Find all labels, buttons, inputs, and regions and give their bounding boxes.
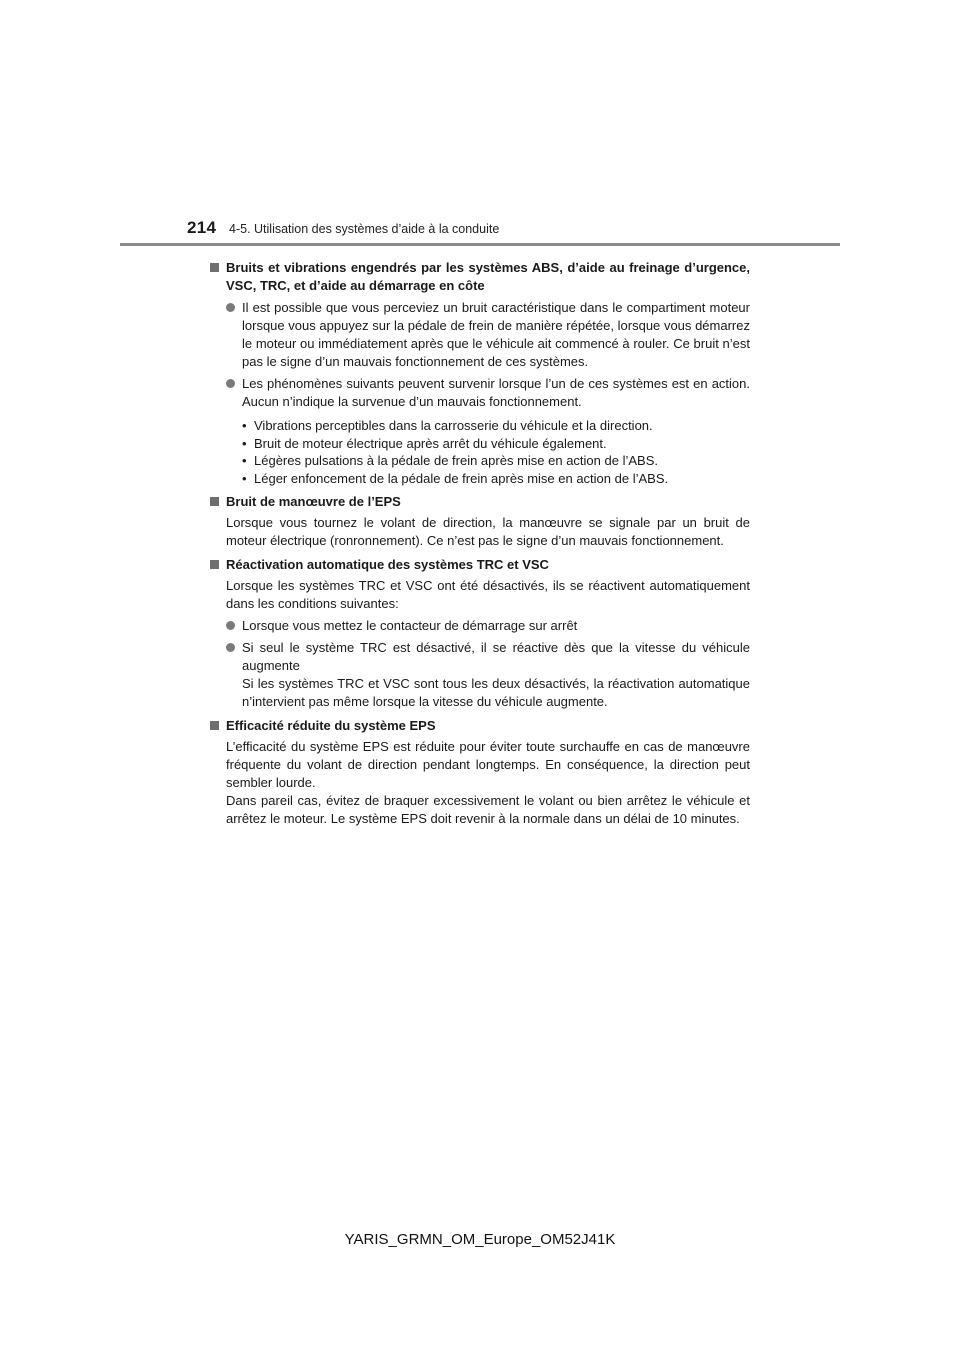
square-bullet-icon (210, 560, 219, 569)
list-item (226, 617, 750, 635)
dot-marker: • (242, 435, 247, 451)
heading-text: Bruit de manœuvre de l’EPS (226, 494, 401, 509)
sub-list-item-text: Vibrations perceptibles dans la carrosserie du véhicule et la direction. (254, 418, 653, 433)
page-number: 214 (187, 218, 217, 237)
paragraph: Dans pareil cas, évitez de braquer excessivement le volant ou bien arrêtez le véhicule et arrêtez le moteur. Le système EPS doit revenir à la normale dans un délai de 10 minutes. (226, 793, 750, 826)
list-item-text (242, 639, 750, 711)
list-item (226, 639, 750, 711)
round-bullet-icon (226, 643, 235, 652)
list-item-line: Si seul le système TRC est désactivé, il se réactive dès que la vitesse du véhicule augmente (242, 640, 750, 673)
list-item-text: Lorsque vous mettez le contacteur de démarrage sur arrêt (242, 618, 578, 633)
round-bullet-icon (226, 621, 235, 630)
section-heading-abs-noise (210, 259, 750, 295)
list-item-text: Les phénomènes suivants peuvent survenir lorsque l’un de ces systèmes est en action. Aucun n’indique la survenue d’un mauvais fonctionnement. (242, 376, 750, 409)
list-item-text: Il est possible que vous perceviez un bruit caractéristique dans le compartiment moteur lorsque vous appuyez sur la pédale de frein de manière répétée, lorsque vous démarrez le moteur ou immédiatement après que le véhicule ait commencé à rouler. Ce bruit n’est pas le signe d’un mauvais fonctionnement de ces systèmes. (242, 300, 750, 369)
paragraph: Lorsque les systèmes TRC et VSC ont été désactivés, ils se réactivent automatiquement dans les conditions suivantes: (226, 578, 750, 611)
sub-list-item-text: Légères pulsations à la pédale de frein après mise en action de l’ABS. (254, 453, 658, 468)
heading-text: Bruits et vibrations engendrés par les systèmes ABS, d’aide au freinage d’urgence, VSC, TRC, et d’aide au démarrage en côte (226, 260, 750, 293)
sub-list-item (242, 452, 750, 470)
sub-list (226, 417, 750, 487)
round-bullet-icon (226, 303, 235, 312)
square-bullet-icon (210, 721, 219, 730)
round-bullet-icon (226, 379, 235, 388)
dot-marker: • (242, 418, 247, 433)
sub-list-item-text: Léger enfoncement de la pédale de frein après mise en action de l’ABS. (254, 470, 669, 486)
paragraph: Lorsque vous tournez le volant de direction, la manœuvre se signale par un bruit de moteur électrique (ronronnement). Ce n’est pas le signe d’un mauvais fonctionnement. (226, 515, 750, 548)
sub-list-item (242, 470, 750, 488)
heading-text: Efficacité réduite du système EPS (226, 718, 436, 733)
square-bullet-icon (210, 497, 219, 506)
page-content (210, 256, 750, 828)
dot-marker: • (242, 470, 247, 486)
heading-text: Réactivation automatique des systèmes TRC et VSC (226, 557, 549, 572)
section-title: 4-5. Utilisation des systèmes d’aide à la conduite (229, 222, 500, 236)
sub-list-item (242, 435, 750, 453)
dot-marker: • (242, 453, 247, 468)
sub-list-item (242, 417, 750, 435)
square-bullet-icon (210, 263, 219, 272)
document-code: YARIS_GRMN_OM_Europe_OM52J41K (344, 1231, 616, 1248)
list-item (226, 299, 750, 371)
section-heading-trc-vsc-reactivation (210, 556, 750, 574)
paragraph: L’efficacité du système EPS est réduite pour éviter toute surchauffe en cas de manœuvre fréquente du volant de direction pendant longtemps. En conséquence, la direction peut sembler lourde. (226, 739, 750, 790)
sub-list-item-text: Bruit de moteur électrique après arrêt du véhicule également. (254, 435, 607, 451)
header-divider (120, 243, 840, 246)
section-heading-eps-efficiency (210, 717, 750, 735)
list-item (226, 375, 750, 411)
list-item-line: Si les systèmes TRC et VSC sont tous les deux désactivés, la réactivation automatique n’intervient pas même lorsque la vitesse du véhicule augmente. (242, 676, 750, 709)
section-heading-eps-noise (210, 493, 750, 511)
